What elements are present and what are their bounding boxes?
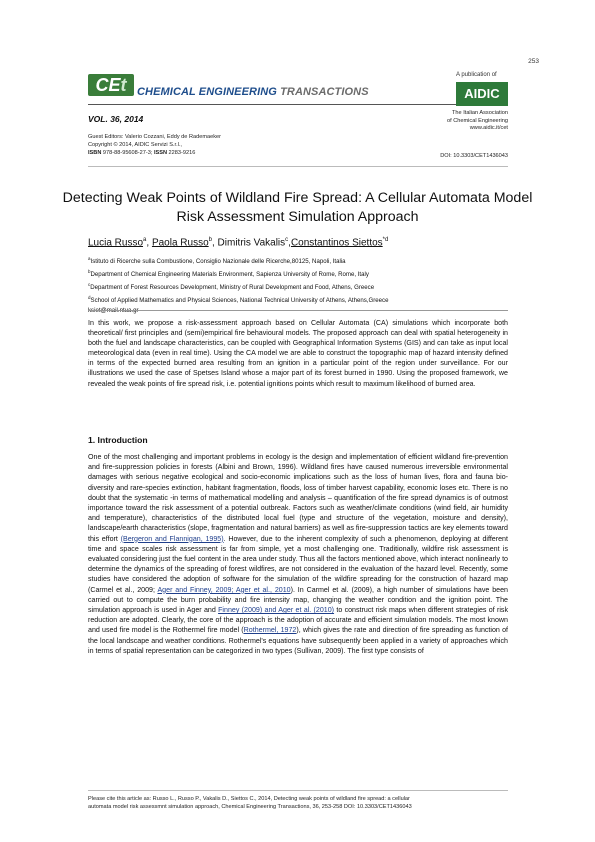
author-affil-mark: a <box>143 237 147 243</box>
affiliation-mark: d <box>88 295 91 301</box>
guest-editors: Guest Editors: Valerio Cozzani, Eddy de Rademaeker <box>88 134 221 140</box>
association-website[interactable]: www.aidic.it/cet <box>469 125 508 132</box>
author-affil-mark: b <box>208 237 212 243</box>
issn-label: ISSN <box>153 150 167 156</box>
author-name: Lucia Russo <box>88 237 144 249</box>
page-number: 253 <box>528 58 539 65</box>
body-text: One of the most challenging and important problems in ecology is the design and implementation of efficient wildland fire-prevention and fire-suppression policies in forests (Albini and Brown, 1996). Wildland fires have caused numerous irreversible environmental damages with serious negative ecological and socio-economic implications such as the loss of human lives, flora and fauna bio-diversity and rare-species extinction, habitant fragmentation, floods, loss of timber harvest capability, economic loses etc. There is no doubt that the systematic -in terms of mathematical modelling and analysis – quantification of the fire spread dynamics is of outmost importance toward the risk assessment of a potential outbreak. Factors such as weather/climate conditions (wind field, air humidity and temperature), characteristics of the distributed local fuel (type and structure of the vegetation, moisture and density), landscape/earth characteristics (slope, fragmentation and natural barriers) as well as fire-suppression tactics are key elements toward this effort <box>88 453 508 543</box>
header-bottom-divider <box>88 166 508 167</box>
copyright: Copyright © 2014, AIDIC Servizi S.r.l., <box>88 142 182 148</box>
author-separator: , <box>288 237 291 249</box>
abstract: In this work, we propose a risk-assessment approach based on Cellular Automata (CA) simulations which incorporate both theoretical/ first principles and (semi)empirical fire behavioural models. The proposed approach can deal with spatial heterogeneity in both the fuel and landscape characteristics, can be coupled with Geographical Information Systems (GIS) and can take as input local meteorological data (even in real time). Using the CA model we are able to construct the topographic map of hazard intensity defined in terms of the expected burned area resulting from an ignition in a particular point of the region under surveillance. For our illustrations we used the case of Spetses Island whose a major part of its forest burned in 1990. Using the proposed framework, we revealed the weak points of fire spread risk, i.e. potential ignitions points which result to maximum likelihood of burned area. <box>88 319 508 388</box>
isbn-issn <box>88 149 221 157</box>
citation-link[interactable]: Ager and Finney, 2009; Ager et al., 2010 <box>157 585 291 594</box>
journal-logo <box>88 74 134 96</box>
citation-footer <box>88 795 508 811</box>
affiliation <box>88 293 388 306</box>
logo-text: CE <box>95 75 121 95</box>
author-affil-mark: *d <box>382 237 389 243</box>
footer-line: Please cite this article as: Russo L., Russo P., Vakalis D., Siettos C., 2014, Detecting weak points of wildland fire spread: a cellular <box>88 796 410 802</box>
doi: DOI: 10.3303/CET1436043 <box>440 153 508 159</box>
paper-title: Detecting Weak Points of Wildland Fire Spread: A Cellular Automata Model Risk Assessment Simulation Approach <box>62 190 533 225</box>
author-name: Dimitris Vakalis <box>217 237 286 249</box>
affiliation-text: Department of Forest Resources Development, Ministry of Rural Development and Food, Athens, Greece <box>90 284 375 292</box>
author-separator: , <box>211 237 218 249</box>
affiliation-text: School of Applied Mathematics and Physical Sciences, National Technical University of Athens, Athens,Greece <box>90 297 389 305</box>
affiliation-text: Istituto di Ricerche sulla Combustione, Consiglio Nazionale delle Ricerche,80125, Napoli, Italia <box>90 258 346 266</box>
isbn-value: 978-88-95608-27-3; <box>101 150 154 156</box>
author-list <box>88 237 388 248</box>
affiliations <box>88 254 388 316</box>
journal-name-main: CHEMICAL ENGINEERING <box>137 86 281 98</box>
affiliation-divider <box>88 310 508 311</box>
affiliation-text: Department of Chemical Engineering Materials Environment, Sapienza University of Rome, Rome, Italy <box>90 271 369 279</box>
author-name: Constantinos Siettos <box>290 237 383 249</box>
body-text: ), which gives the rate and direction of fire spreading as function of the local landscape and weather conditions. Rothermel's equations have subsequently been applied in a variety of approaches which in terms of spatial representation can be categorized in two types (Sullivan, 2009). The first type consists of <box>88 626 509 655</box>
affiliation <box>88 254 388 267</box>
affiliation <box>88 280 388 293</box>
citation-link[interactable]: Rothermel, 1972 <box>243 626 297 635</box>
section-heading: 1. Introduction <box>88 435 148 445</box>
volume-label: VOL. 36, 2014 <box>88 114 144 124</box>
journal-name <box>137 86 369 98</box>
association-info <box>447 110 508 133</box>
isbn-label: ISBN <box>88 150 102 156</box>
header-divider <box>88 104 508 105</box>
affiliation-mark: b <box>88 269 91 275</box>
body-text: ). In Carmel et al. (2009), a high number of simulations have been carried out to compute the burn probability and fire intensity map, changing the weather condition and the ignition point. The simulation approach is used in Ager and <box>88 585 509 615</box>
affiliation-mark: a <box>88 256 91 261</box>
publisher-logo: AIDIC <box>456 82 508 106</box>
footer-divider <box>88 790 508 791</box>
footer-line: automata model risk assessmnt simulation approach, Chemical Engineering Transactions, 36, 253-258 DOI: 10.3303/CET1436043 <box>88 804 412 810</box>
association-line: of Chemical Engineering <box>447 117 508 124</box>
body-text: to construct risk maps when different strategies of risk reduction are adopted. Clearly, the core of the approach is the adoption of accurate and efficient simulation models. The most known and used fire model is the Rothermel fire model ( <box>88 606 508 635</box>
logo-text-accent: t <box>120 75 127 95</box>
affiliation-mark: c <box>88 282 91 288</box>
author-name: Paola Russo <box>151 237 209 249</box>
introduction-text <box>88 452 508 656</box>
corresponding-email[interactable] <box>88 306 388 316</box>
issn-value: 2283-9216 <box>167 150 196 156</box>
publication-meta <box>88 133 221 157</box>
author-separator: , <box>146 237 152 249</box>
citation-link[interactable]: Finney (2009) and Ager et al. (2010) <box>218 606 335 615</box>
journal-name-tail: TRANSACTIONS <box>280 86 369 98</box>
citation-link[interactable]: (Bergeron and Flannigan, 1995) <box>120 534 224 543</box>
publication-of-label: A publication of <box>456 72 497 78</box>
affiliation <box>88 267 388 280</box>
author-affil-mark: c <box>285 237 289 243</box>
body-text: . However, due to the inherent complexity of such a phenomenon, deploying at different time and space scales risk assessment is far from simple, yet a most challenging one. Traditionally, wildfire risk assessment is evaluated considering just the fuel content in the area under study. Thus all the factors mentioned above, which interact nonlinearly to determine the dynamics of the spreading of forest wildfires, are not considered in the evaluation of the hazard level. Recently, some studies have considered the adoption of software for the simulation of the wildfire spreading for the construction of hazard map (Carmel et al., 2009; <box>88 534 508 594</box>
association-line: The Italian Association <box>452 110 508 116</box>
